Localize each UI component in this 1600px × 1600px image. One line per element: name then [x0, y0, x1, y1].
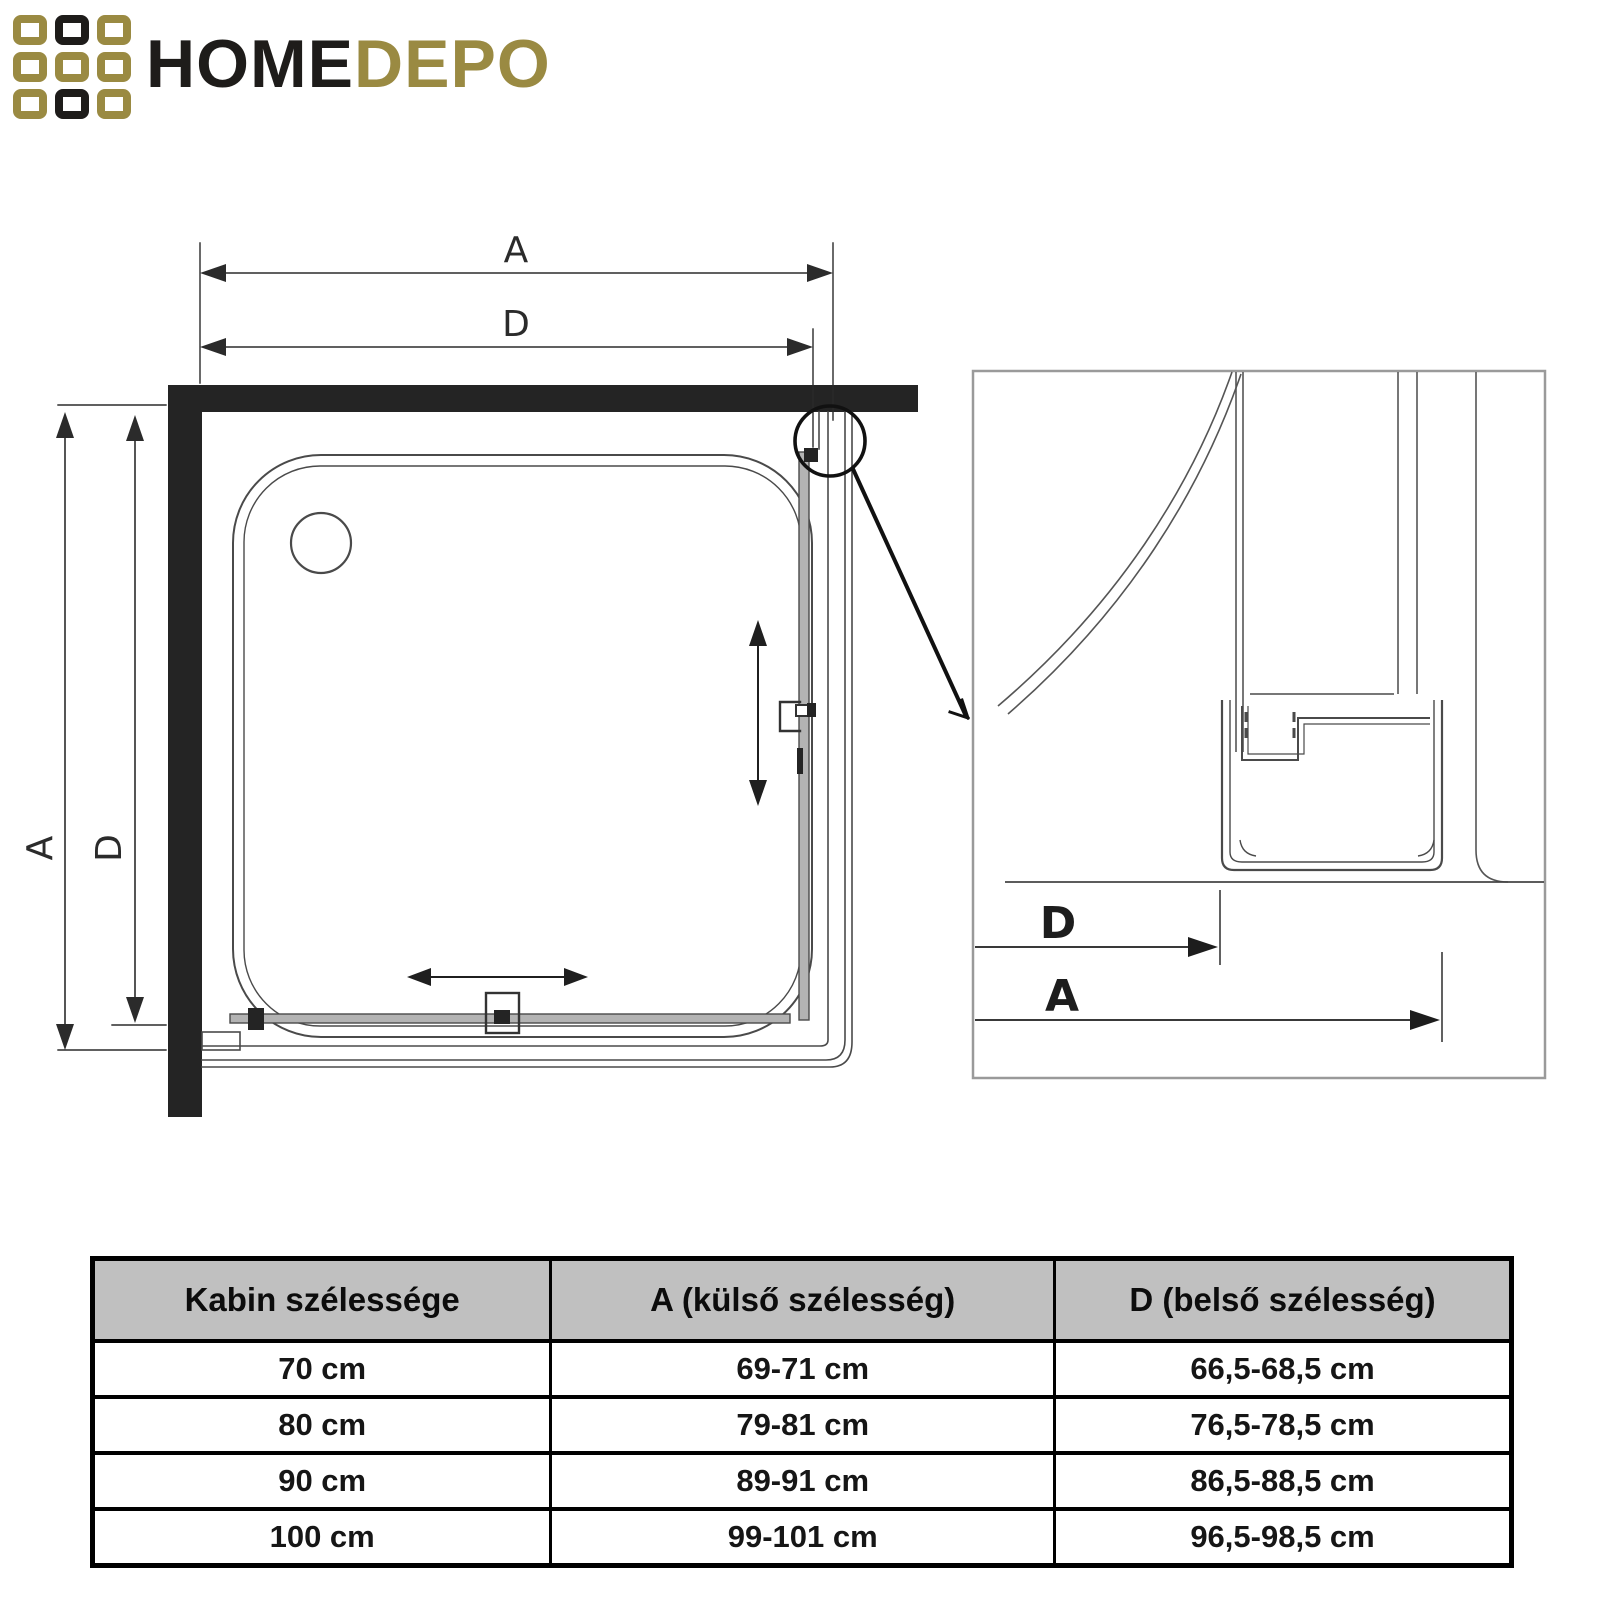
slide-arrow-vertical	[749, 620, 767, 806]
cell-inner-width: 86,5-88,5 cm	[1055, 1453, 1512, 1509]
table-row	[93, 1341, 1512, 1397]
detail-dim-label-a: A	[1044, 971, 1080, 1022]
dim-label-a-top: A	[503, 230, 529, 271]
header-cabin-width: Kabin szélessége	[93, 1259, 551, 1342]
drain-icon	[291, 513, 351, 573]
cell-outer-width: 89-91 cm	[551, 1453, 1055, 1509]
table-header-row	[93, 1259, 1512, 1342]
header-inner-width: D (belső szélesség)	[1055, 1259, 1512, 1342]
cell-cabin-width: 80 cm	[93, 1397, 551, 1453]
cell-outer-width: 79-81 cm	[551, 1397, 1055, 1453]
detail-view	[973, 371, 1545, 1078]
cell-outer-width: 99-101 cm	[551, 1509, 1055, 1566]
cabin-frame	[202, 412, 852, 1067]
dimensions-table	[90, 1256, 1514, 1568]
cell-cabin-width: 70 cm	[93, 1341, 551, 1397]
table-row	[93, 1453, 1512, 1509]
detail-marker-circle	[795, 406, 865, 476]
detail-dim-label-d: D	[1039, 898, 1077, 949]
table-row	[93, 1397, 1512, 1453]
dim-label-d-left: D	[89, 834, 130, 862]
door-handle-right	[780, 702, 816, 774]
cell-inner-width: 76,5-78,5 cm	[1055, 1397, 1512, 1453]
dimension-a-left	[20, 405, 166, 1050]
door-handle-bottom	[486, 993, 519, 1033]
cell-inner-width: 96,5-98,5 cm	[1055, 1509, 1512, 1566]
cell-outer-width: 69-71 cm	[551, 1341, 1055, 1397]
dim-label-a-left: A	[20, 835, 61, 861]
detail-leader-arrow	[853, 469, 968, 718]
cell-cabin-width: 90 cm	[93, 1453, 551, 1509]
plan-view	[20, 230, 968, 1117]
brand-text-home: HOME	[146, 26, 354, 102]
cell-cabin-width: 100 cm	[93, 1509, 551, 1566]
dimensions-table-wrap	[90, 1256, 1514, 1568]
dimension-d-top	[200, 304, 813, 447]
dim-label-d-top: D	[502, 304, 530, 345]
header-outer-width: A (külső szélesség)	[551, 1259, 1055, 1342]
dimension-d-left	[89, 415, 166, 1025]
shower-tray	[233, 455, 812, 1037]
brand-text-depo: DEPO	[354, 26, 551, 102]
table-row	[93, 1509, 1512, 1566]
slide-arrow-horizontal	[407, 968, 588, 986]
cell-inner-width: 66,5-68,5 cm	[1055, 1341, 1512, 1397]
